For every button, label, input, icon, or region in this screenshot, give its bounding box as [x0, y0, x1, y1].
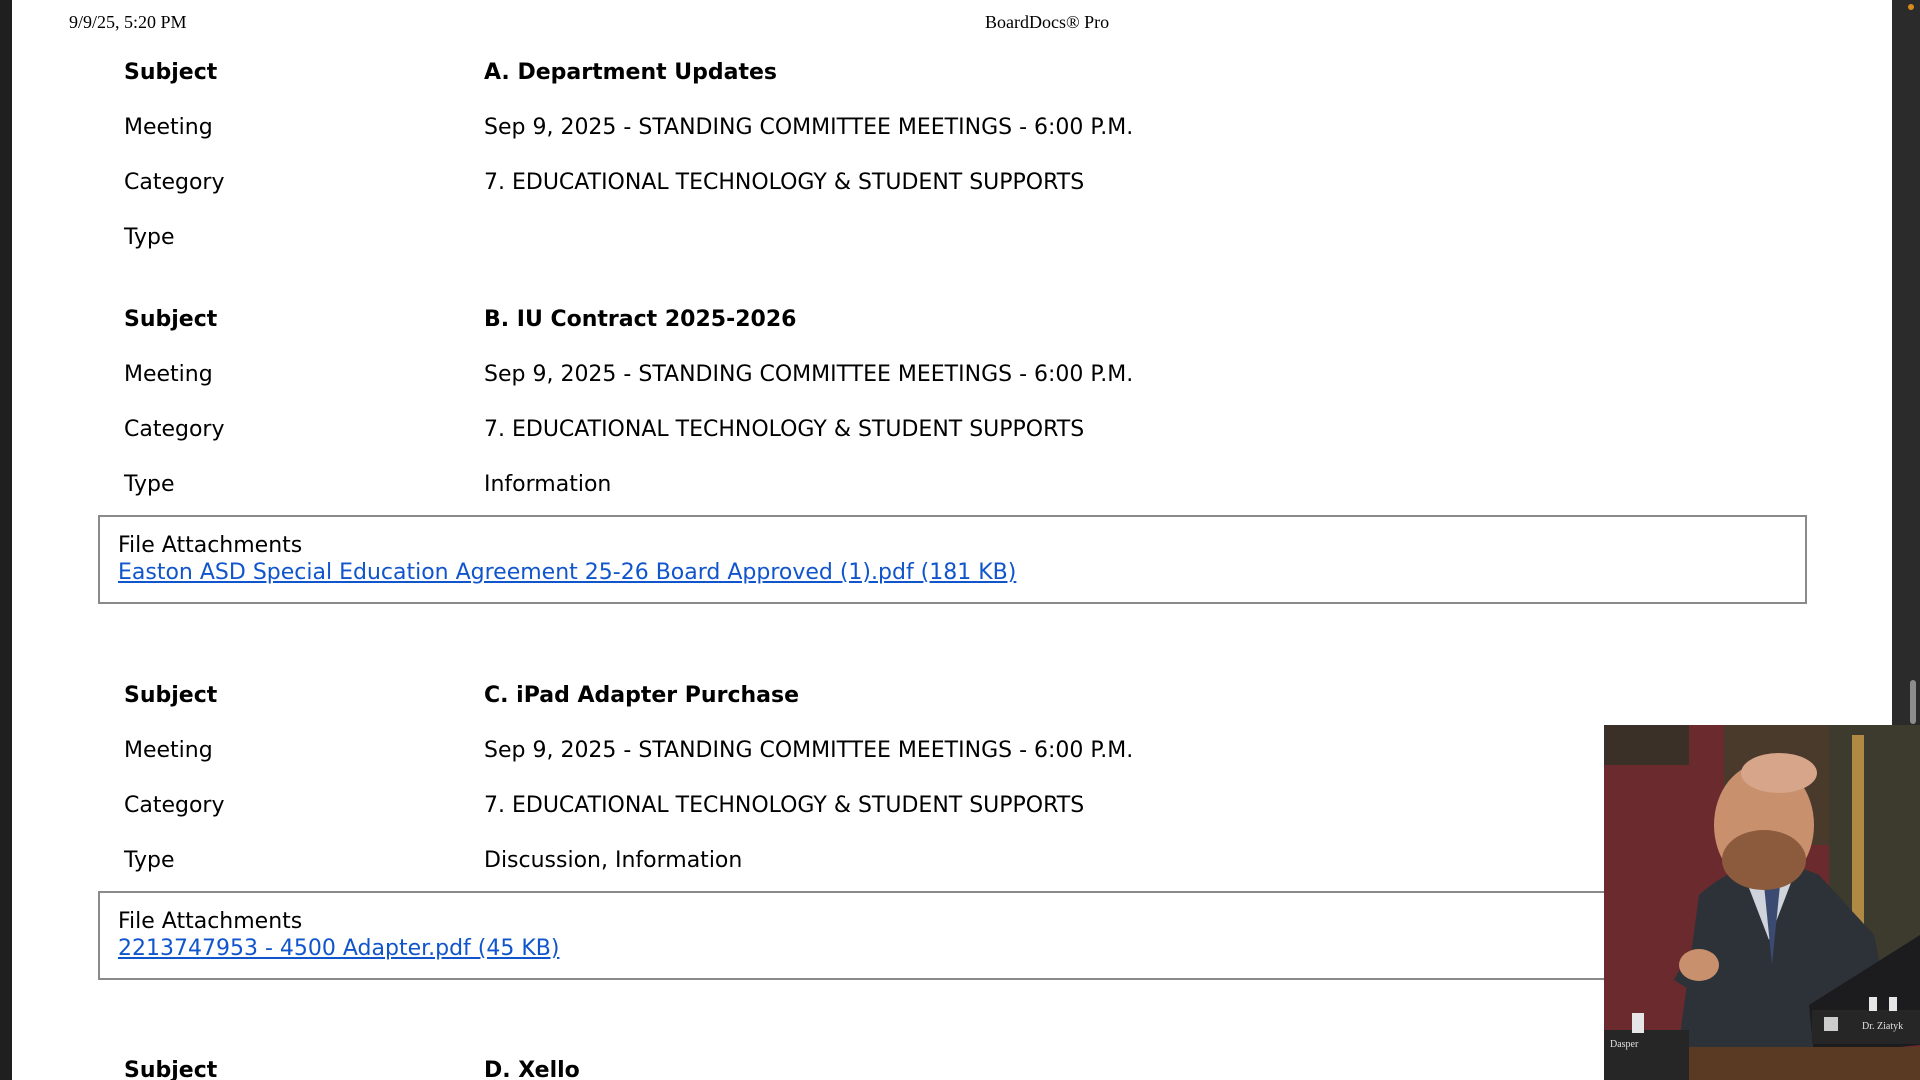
- subject-value: C. iPad Adapter Purchase: [484, 683, 800, 708]
- type-value: Information: [484, 472, 612, 497]
- type-label: Type: [124, 848, 175, 873]
- status-dot-icon: [1908, 4, 1914, 10]
- category-label: Category: [124, 793, 225, 818]
- subject-value: A. Department Updates: [484, 60, 778, 85]
- item-b-file-attachments-box: [98, 515, 1807, 604]
- attachment-link[interactable]: 2213747953 - 4500 Adapter.pdf (45 KB): [118, 936, 560, 961]
- category-value: 7. EDUCATIONAL TECHNOLOGY & STUDENT SUPPORTS: [484, 170, 1085, 195]
- category-value: 7. EDUCATIONAL TECHNOLOGY & STUDENT SUPPORTS: [484, 417, 1085, 442]
- nameplate-right: Dr. Ziatyk: [1862, 1021, 1904, 1032]
- meeting-label: Meeting: [124, 115, 213, 140]
- subject-value: B. IU Contract 2025-2026: [484, 307, 797, 332]
- item-c-file-attachments-box: [98, 891, 1807, 980]
- subject-label: Subject: [124, 1058, 218, 1080]
- nameplate-left: Dasper: [1610, 1039, 1639, 1050]
- category-value: 7. EDUCATIONAL TECHNOLOGY & STUDENT SUPPORTS: [484, 793, 1085, 818]
- meeting-value: Sep 9, 2025 - STANDING COMMITTEE MEETINGS - 6:00 P.M.: [484, 362, 1134, 387]
- category-label: Category: [124, 170, 225, 195]
- file-attachments-heading: File Attachments: [118, 533, 303, 558]
- video-frame-image: [1604, 725, 1920, 1080]
- meeting-label: Meeting: [124, 738, 213, 763]
- type-label: Type: [124, 225, 175, 250]
- scrollbar-thumb[interactable]: [1910, 680, 1916, 724]
- print-title: BoardDocs® Pro: [985, 12, 1110, 32]
- file-attachments-heading: File Attachments: [118, 909, 303, 934]
- subject-value: D. Xello: [484, 1058, 580, 1080]
- meeting-value: Sep 9, 2025 - STANDING COMMITTEE MEETINGS - 6:00 P.M.: [484, 738, 1134, 763]
- subject-label: Subject: [124, 307, 218, 332]
- category-label: Category: [124, 417, 225, 442]
- meeting-value: Sep 9, 2025 - STANDING COMMITTEE MEETINGS - 6:00 P.M.: [484, 115, 1134, 140]
- meeting-label: Meeting: [124, 362, 213, 387]
- subject-label: Subject: [124, 683, 218, 708]
- attachment-link[interactable]: Easton ASD Special Education Agreement 25-26 Board Approved (1).pdf (181 KB): [118, 560, 1017, 585]
- print-datetime: 9/9/25, 5:20 PM: [69, 12, 187, 32]
- type-value: Discussion, Information: [484, 848, 743, 873]
- type-label: Type: [124, 472, 175, 497]
- print-header: [12, 12, 1892, 34]
- subject-label: Subject: [124, 60, 218, 85]
- video-overlay: [1604, 725, 1920, 1080]
